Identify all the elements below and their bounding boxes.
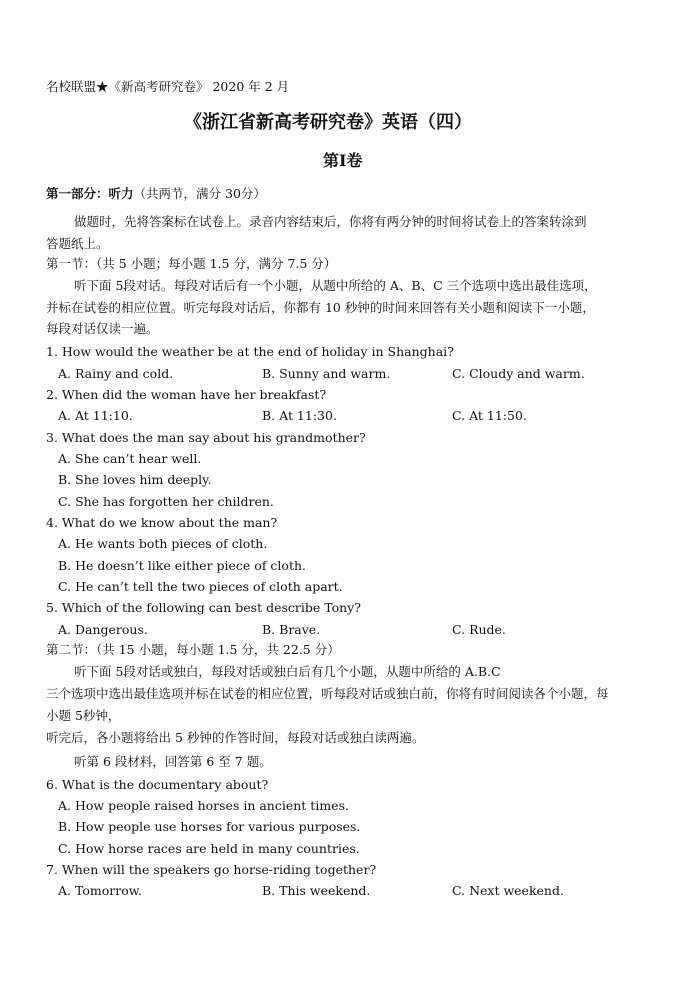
part1-heading-row — [46, 186, 266, 202]
question-5-option-c: C. Rude. — [452, 622, 506, 637]
question-1-option-a: A. Rainy and cold. — [58, 366, 174, 381]
question-4-option-b: B. He doesn’t like either piece of cloth. — [58, 558, 306, 573]
paper-title: 《浙江省新高考研究卷》英语（四） — [184, 112, 472, 133]
section2-instruction-line1: 听下面 5段对话或独白，每段对话或独白后有几个小题，从题中所给的 A.B.C — [74, 664, 501, 679]
question-7-option-b: B. This weekend. — [262, 883, 371, 898]
part1-heading: 第一部分：听力 — [46, 186, 134, 201]
section1-instruction-line3: 每段对话仅读一遍。 — [46, 321, 159, 336]
question-5: 5. Which of the following can best describe Tony? — [46, 600, 361, 615]
question-2-option-c: C. At 11:50. — [452, 408, 527, 423]
part1-heading-note: （共两节，满分 30分） — [133, 186, 266, 201]
question-5-option-a: A. Dangerous. — [58, 622, 148, 637]
question-6-option-c: C. How horse races are held in many countries. — [58, 841, 360, 856]
part1-intro-line2: 答题纸上。 — [46, 236, 109, 251]
part1-intro-line1: 做题时，先将答案标在试卷上。录音内容结束后，你将有两分钟的时间将试卷上的答案转涂到 — [74, 214, 587, 229]
section1-heading: 第一节：（共 5 小题；每小题 1.5 分，满分 7.5 分） — [46, 256, 337, 271]
question-6: 6. What is the documentary about? — [46, 777, 269, 792]
question-4: 4. What do we know about the man? — [46, 515, 278, 530]
section1-instruction-line1: 听下面 5段对话。每段对话后有一个小题，从题中所给的 A、B、C 三个选项中选出最佳选项， — [74, 278, 597, 293]
question-5-option-b: B. Brave. — [262, 622, 321, 637]
question-2-option-b: B. At 11:30. — [262, 408, 337, 423]
section2-heading: 第二节：（共 15 小题，每小题 1.5 分，共 22.5 分） — [46, 642, 340, 657]
passage-6-instruction: 听第 6 段材料，回答第 6 至 7 题。 — [74, 754, 272, 769]
question-2: 2. When did the woman have her breakfast? — [46, 387, 327, 402]
section2-instruction-line4: 听完后，各小题将给出 5 秒钟的作答时间，每段对话或独白读两遍。 — [46, 730, 425, 745]
question-3-option-a: A. She can’t hear well. — [58, 451, 202, 466]
question-6-option-a: A. How people raised horses in ancient times. — [58, 798, 349, 813]
question-4-option-a: A. He wants both pieces of cloth. — [58, 536, 268, 551]
question-7-option-c: C. Next weekend. — [452, 883, 564, 898]
question-3-option-c: C. She has forgotten her children. — [58, 494, 274, 509]
question-1-option-c: C. Cloudy and warm. — [452, 366, 585, 381]
question-6-option-b: B. How people use horses for various purposes. — [58, 819, 361, 834]
question-3: 3. What does the man say about his grandmother? — [46, 430, 366, 445]
question-7-option-a: A. Tomorrow. — [58, 883, 142, 898]
series-header: 名校联盟★《新高考研究卷》 2020 年 2 月 — [46, 79, 290, 94]
section2-instruction-line3: 小题 5秒钟， — [46, 708, 121, 723]
question-1-option-b: B. Sunny and warm. — [262, 366, 391, 381]
volume-label: 第Ⅰ卷 — [323, 151, 363, 170]
section2-instruction-line2: 三个选项中选出最佳选项并标在试卷的相应位置，听每段对话或独白前，你将有时间阅读各个小题，每 — [46, 686, 609, 701]
question-1: 1. How would the weather be at the end of holiday in Shanghai? — [46, 344, 454, 359]
question-2-option-a: A. At 11:10. — [58, 408, 133, 423]
section1-instruction-line2: 并标在试卷的相应位置。听完每段对话后，你都有 10 秒钟的时间来回答有关小题和阅读下一小题， — [46, 300, 595, 315]
question-4-option-c: C. He can’t tell the two pieces of cloth apart. — [58, 579, 343, 594]
question-7: 7. When will the speakers go horse-riding together? — [46, 862, 377, 877]
question-3-option-b: B. She loves him deeply. — [58, 472, 212, 487]
